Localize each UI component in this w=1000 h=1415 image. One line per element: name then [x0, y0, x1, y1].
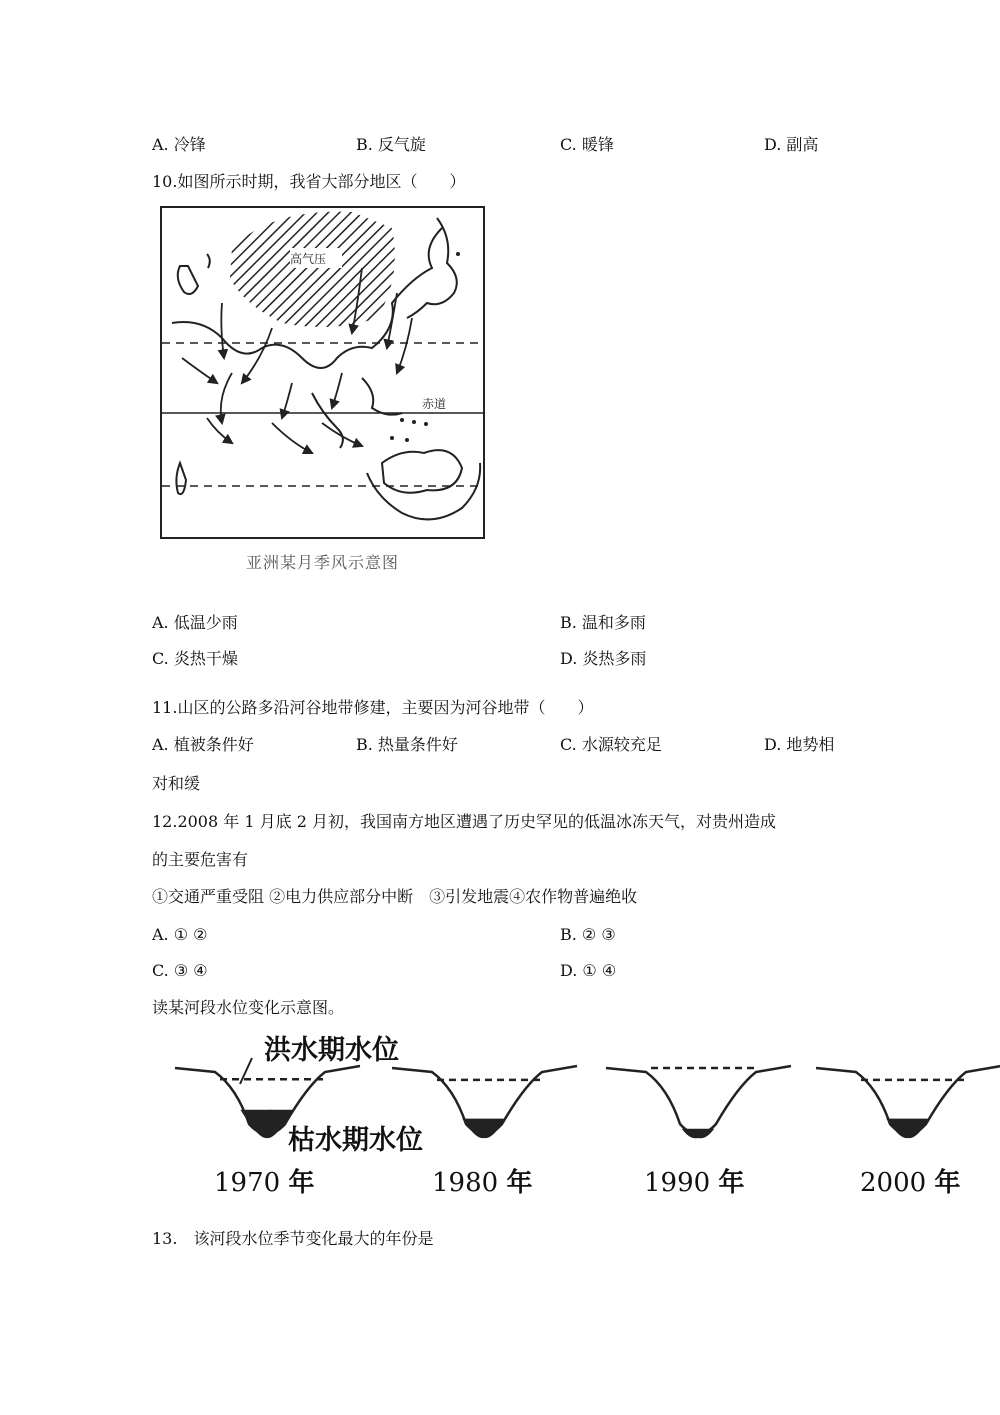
year-label-2000: 2000 年 — [860, 1168, 961, 1198]
q10-option-c: C. 炎热干燥 — [152, 649, 238, 668]
q12-items: ①交通严重受阻 ②电力供应部分中断 ③引发地震④农作物普遍绝收 — [152, 887, 638, 906]
q11-option-c: C. 水源较充足 — [560, 735, 662, 754]
high-pressure-region — [230, 212, 395, 327]
q9-option-b: B. 反气旋 — [356, 135, 426, 154]
year-label-1990: 1990 年 — [644, 1168, 745, 1198]
q12-option-a: A. ① ② — [152, 925, 208, 944]
q12-stem-line1: 12.2008 年 1 月底 2 月初，我国南方地区遭遇了历史罕见的低温冰冻天气，对贵州造成 — [152, 812, 776, 831]
year-label-1970: 1970 年 — [214, 1168, 315, 1198]
q10-stem: 10.如图所示时期，我省大部分地区（ ） — [152, 172, 466, 191]
q12-option-b: B. ② ③ — [560, 925, 616, 944]
q11-option-d: D. 地势相 — [764, 735, 835, 754]
q9-option-c: C. 暖锋 — [560, 135, 614, 154]
dry-season-water — [682, 1129, 714, 1139]
map-caption: 亚洲某月季风示意图 — [245, 553, 399, 572]
q12-option-c: C. ③ ④ — [152, 961, 208, 980]
river-section-1990 — [606, 1066, 791, 1138]
q12-option-d: D. ① ④ — [560, 961, 617, 980]
q11-continuation: 对和缓 — [152, 774, 201, 793]
q9-option-a: A. 冷锋 — [152, 135, 206, 154]
monsoon-map-drawing — [162, 208, 483, 537]
q11-option-a: A. 植被条件好 — [152, 735, 254, 754]
q10-option-d: D. 炎热多雨 — [560, 649, 647, 668]
high-pressure-label: 高气压 — [290, 252, 327, 266]
q11-stem: 11.山区的公路多沿河谷地带修建，主要因为河谷地带（ ） — [152, 698, 594, 717]
river-level-figure — [160, 1028, 1000, 1203]
q11-option-b: B. 热量条件好 — [356, 735, 458, 754]
flood-level-label: 洪水期水位 — [264, 1035, 399, 1066]
equator-label: 赤道 — [422, 397, 447, 411]
q10-option-a: A. 低温少雨 — [152, 613, 238, 632]
monsoon-map — [160, 206, 485, 539]
q12-stem-line2: 的主要危害有 — [152, 850, 249, 869]
channel-profile — [606, 1066, 791, 1134]
q13-stem: 13. 该河段水位季节变化最大的年份是 — [152, 1229, 434, 1248]
q9-option-d: D. 副高 — [764, 135, 819, 154]
river-section-2000 — [816, 1066, 1000, 1138]
year-label-1980: 1980 年 — [432, 1168, 533, 1198]
river-intro: 读某河段水位变化示意图。 — [152, 998, 345, 1017]
q10-option-b: B. 温和多雨 — [560, 613, 646, 632]
dry-level-label: 枯水期水位 — [288, 1125, 423, 1156]
